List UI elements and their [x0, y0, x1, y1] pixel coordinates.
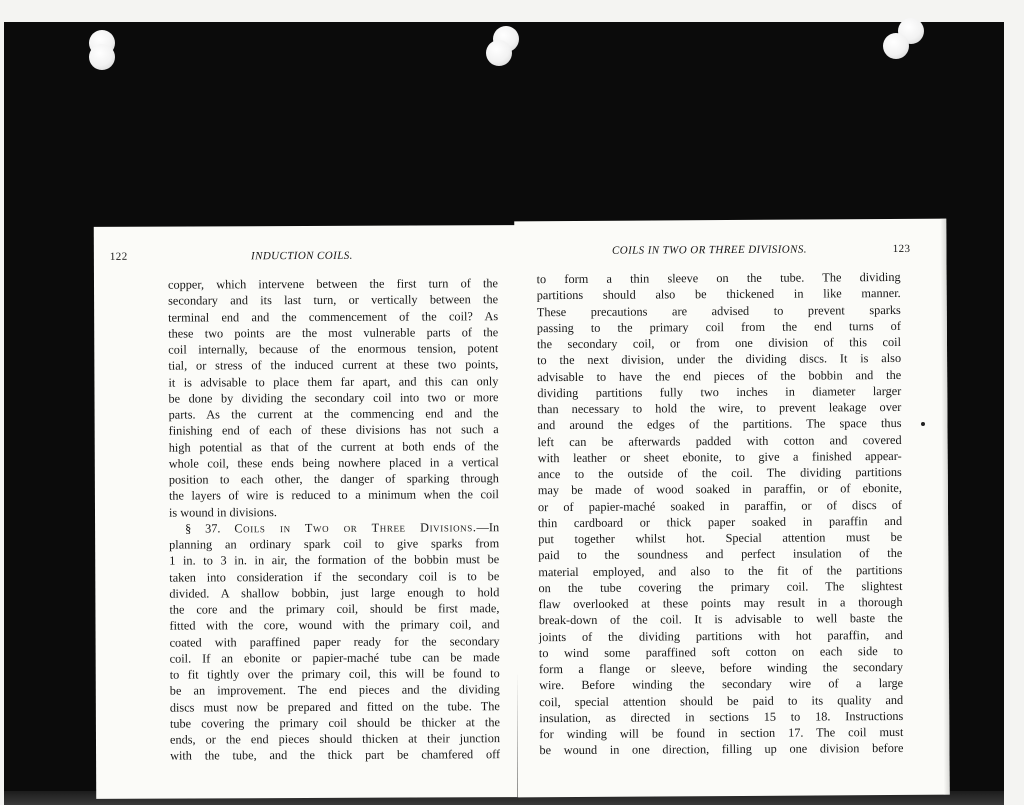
text-line: fitted with the core, wound with the primary coil, and — [169, 617, 500, 633]
text-line: advisable to have the end pieces of the bobbin and the — [537, 367, 902, 384]
text-line: is wound in divisions. — [168, 504, 277, 520]
right-running-head — [538, 243, 910, 261]
text-line: position to each other, the danger of sparking through — [168, 471, 499, 487]
text-line: 1 in. to 3 in. in air, the formation of the bobbin must be — [169, 552, 500, 568]
left-running-head — [110, 249, 494, 267]
left-page-number: 122 — [109, 250, 128, 263]
text-line: be wound in one direction, filling up one division before — [539, 741, 904, 758]
text-line: tial, or stress of the induced current at these two points, — [168, 357, 499, 373]
text-line: coated with paraffined paper ready for the secondary — [169, 633, 500, 650]
text-line: the secondary coil, or from one division of this coil — [536, 334, 902, 352]
text-line: parts. As the current at the commencing end and the — [168, 406, 499, 422]
section-title: Coils in Two or Three Divisions. — [234, 520, 477, 536]
text-line: tube covering the primary coil should be thicker at the — [169, 714, 500, 731]
text-line: ends, or the end pieces should thicken at their junction — [169, 731, 501, 747]
section-number: § 37. — [185, 521, 221, 536]
text-line: the layers of wire is reduced to a minimum when the coil — [168, 487, 499, 503]
text-line: passing to the primary coil from the end turns of — [536, 318, 901, 335]
text-line: coil. If an ebonite or papier-maché tube can be made — [169, 649, 500, 666]
text-line: whole coil, these ends being nowhere placed in a vertical — [168, 454, 499, 471]
right-running-title: COILS IN TWO OR THREE DIVISIONS. — [611, 243, 807, 257]
text-line: coil internally, because of the enormous tension, potent — [168, 341, 499, 357]
text-line: the core and the primary coil, should be first made, — [169, 601, 500, 617]
scan-speck — [921, 422, 925, 426]
right-body-text — [537, 269, 904, 759]
text-line: form a flange or sleeve, before winding the secondary — [538, 659, 904, 677]
text-line: divided. A shallow bobbin, just large enough to hold — [169, 584, 500, 601]
text-line: partitions should also be thickened in like manner. — [536, 286, 901, 303]
text-line: taken into consideration if the secondary coil is to be — [169, 568, 500, 585]
text-line: than necessary to hold the wire, to prevent leakage over — [537, 399, 902, 417]
text-line: it is advisable to place them far apart, and this can only — [168, 373, 499, 390]
text-line: to fit tightly over the primary coil, this will be found to — [169, 666, 500, 682]
text-line: for winding will be found in section 17. The coil must — [539, 724, 904, 742]
text-line: may be made of wood soaked in paraffin, or of ebonite, — [537, 481, 902, 498]
tack-mark — [883, 33, 909, 59]
left-page — [94, 225, 520, 799]
text-line: on the tube covering the primary coil. The slightest — [538, 578, 903, 595]
text-line: planning an ordinary spark coil to give sparks from — [169, 536, 500, 552]
text-line: be done by dividing the secondary coil into two or more — [168, 389, 499, 406]
text-line: joints of the dividing partitions with hot paraffin, and — [538, 627, 903, 644]
text-line: copper, which intervene between the first turn of the — [167, 276, 499, 292]
text-line: break-down of the coil. It is advisable to well baste the — [538, 611, 903, 628]
tack-mark — [486, 40, 512, 66]
text-line: put together whilst hot. Special attention must be — [538, 529, 903, 547]
text-line: terminal end and the commencement of the coil? As — [168, 308, 499, 325]
text-line: dividing partitions fully two inches in diameter larger — [537, 383, 902, 400]
text-line: with the tube, and the thick part be chamfered off — [170, 747, 501, 763]
left-running-title: INDUCTION COILS. — [250, 249, 353, 263]
text-line: ance to the outside of the coil. The dividing partitions — [537, 464, 902, 482]
section-heading-line — [169, 519, 499, 537]
text-line: with leather or sheet ebonite, to give a finished appear- — [537, 448, 902, 465]
text-line: paid to the soundness and perfect insulation of the — [538, 546, 903, 563]
left-body-text — [168, 275, 500, 764]
right-page — [514, 219, 950, 798]
section-first-line-rest: —In — [476, 519, 500, 535]
tack-mark — [89, 44, 115, 70]
right-page-number: 123 — [892, 242, 911, 256]
text-line: finishing end of each of these divisions has not such a — [168, 422, 499, 438]
text-line: to wind some paraffined soft cotton on each side to — [538, 643, 903, 660]
text-line: material employed, and also to the fit of the partitions — [538, 562, 903, 579]
text-line: discs must now be prepared and fitted on the tube. The — [169, 698, 500, 715]
text-line: or of papier-maché soaked in paraffin, or of discs of — [537, 497, 903, 514]
text-line: thin cardboard or thick paper soaked in paraffin and — [538, 513, 903, 530]
text-line: coil, special attention should be paid to its quality and — [539, 692, 904, 709]
text-line: and around the edges of the partitions. The space thus — [537, 416, 902, 433]
text-line: high potential as that of the current at both ends of the — [168, 438, 499, 455]
text-line: to form a thin sleeve on the tube. The dividing — [536, 269, 901, 287]
text-line: flaw overlooked at these points may result in a thorough — [538, 594, 903, 612]
text-line: These precautions are advised to prevent sparks — [536, 302, 901, 319]
text-line: insulation, as directed in sections 15 to 18. Instructions — [539, 708, 904, 725]
text-line: be an improvement. The end pieces and the dividing — [169, 682, 500, 698]
text-line: secondary and its last turn, or vertically between the — [168, 292, 499, 308]
text-line: these two points are the most vulnerable parts of the — [168, 324, 499, 341]
text-line: to the next division, under the dividing discs. It is also — [537, 351, 902, 368]
text-line: left can be afterwards padded with cotton and covered — [537, 432, 902, 449]
text-line: wire. Before winding the secondary wire of a large — [539, 676, 904, 693]
